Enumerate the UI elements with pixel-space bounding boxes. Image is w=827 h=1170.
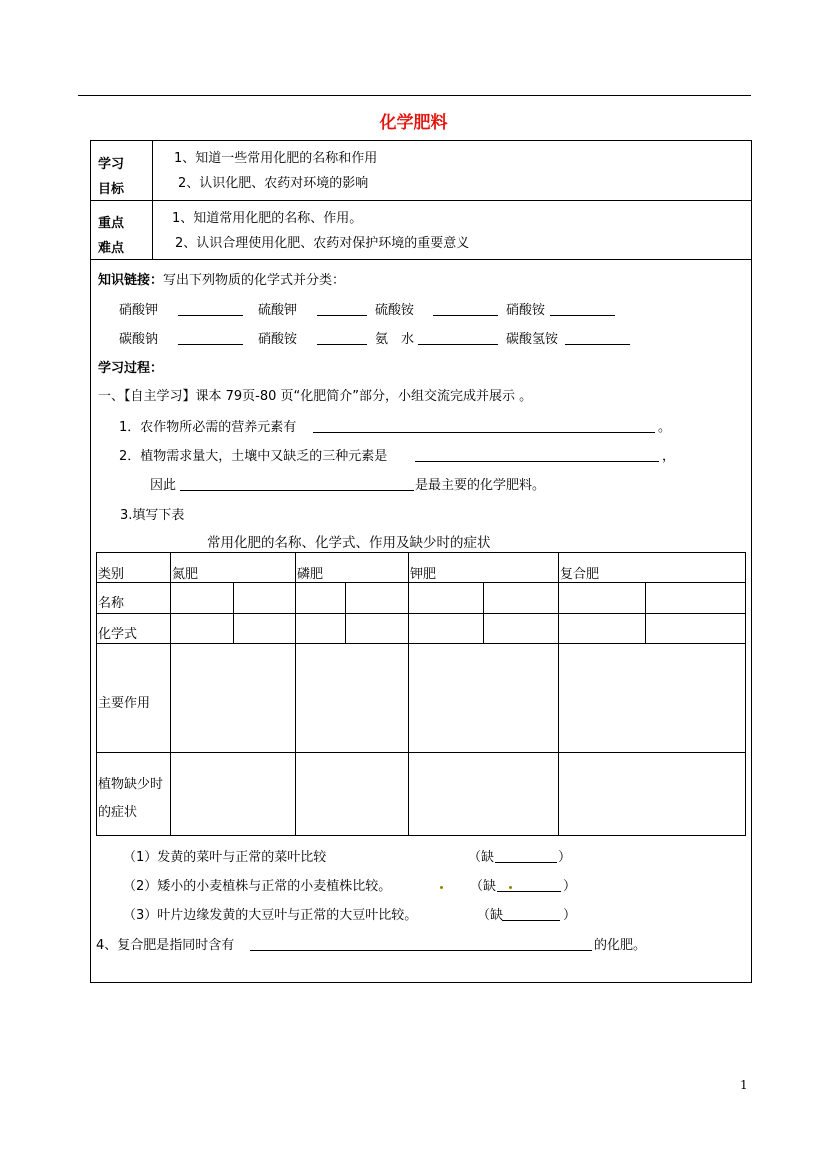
compound-label: 硝酸铵: [506, 303, 546, 318]
row-label-name: 名称: [98, 596, 125, 611]
answer-blank[interactable]: [317, 301, 367, 316]
table-rule: [233, 582, 234, 643]
keypoint-item: 1、知道常用化肥的名称、作用。: [172, 211, 363, 226]
answer-blank[interactable]: [180, 476, 414, 491]
table-rule: [295, 552, 296, 836]
divider: [90, 259, 752, 260]
header-rule: [78, 95, 751, 96]
table-rule: [645, 582, 646, 643]
question-2b-prefix: 因此: [150, 478, 177, 493]
compound-label: 碳酸钠: [119, 332, 159, 347]
compound-label: 碳酸氢铵: [506, 332, 559, 347]
compound-label: 硝酸钾: [119, 303, 159, 318]
compound-question-end: 的化肥。: [594, 938, 647, 953]
knowledge-link-instruction: 写出下列物质的化学式并分类：: [163, 273, 346, 288]
answer-blank[interactable]: [550, 301, 615, 316]
table-header: 钾肥: [410, 567, 437, 582]
keypoint-item: 2、认识合理使用化肥、农药对保护环境的重要意义: [175, 236, 470, 251]
speck: [509, 886, 512, 889]
objectives-label-1: 学习: [98, 157, 125, 172]
divider: [152, 140, 153, 259]
keypoints-label-1: 重点: [98, 216, 125, 231]
answer-blank[interactable]: [433, 301, 498, 316]
compound-label: 硝酸铵: [258, 332, 298, 347]
answer-blank[interactable]: [502, 906, 560, 921]
comparison-blank-suffix: ）: [563, 879, 577, 894]
comparison-item: （2）矮小的小麦植株与正常的小麦植株比较。: [123, 879, 392, 894]
row-label-formula: 化学式: [98, 627, 138, 642]
table-header: 类别: [98, 567, 125, 582]
table-rule: [345, 582, 346, 643]
compound-question: 4、复合肥是指同时含有: [96, 938, 235, 953]
answer-blank[interactable]: [313, 418, 655, 433]
comparison-blank-suffix: ）: [558, 850, 572, 865]
compound-label: 硫酸铵: [375, 303, 415, 318]
answer-blank[interactable]: [250, 936, 592, 951]
question-2-end: ，: [662, 449, 676, 464]
speck: [440, 886, 443, 889]
comparison-item: （1）发黄的菜叶与正常的菜叶比较: [123, 850, 327, 865]
section-heading: 一、【自主学习】课本 79页-80 页“化肥简介”部分，小组交流完成并展示 。: [98, 389, 533, 404]
answer-blank[interactable]: [497, 877, 561, 892]
row-label-function: 主要作用: [98, 696, 151, 711]
table-rule: [96, 613, 746, 614]
fertilizer-table: [96, 552, 746, 836]
comparison-blank-prefix: （缺: [470, 879, 497, 894]
comparison-item: （3）叶片边缘发黄的大豆叶与正常的大豆叶比较。: [123, 908, 418, 923]
table-rule: [558, 552, 559, 836]
question-2: 2．植物需求量大，土壤中又缺乏的三种元素是: [119, 449, 388, 464]
objective-item: 2、认识化肥、农药对环境的影响: [178, 176, 369, 191]
table-rule: [96, 752, 746, 753]
knowledge-link-label: 知识链接：: [98, 273, 164, 288]
table-rule: [96, 582, 746, 583]
knowledge-link: [98, 269, 345, 288]
divider: [90, 200, 752, 201]
answer-blank[interactable]: [418, 330, 498, 345]
answer-blank[interactable]: [565, 330, 630, 345]
compound-label: 氨 水: [375, 332, 415, 347]
keypoints-label-2: 难点: [98, 241, 125, 256]
objective-item: 1、知道一些常用化肥的名称和作用: [174, 151, 378, 166]
comparison-blank-prefix: （缺: [468, 850, 495, 865]
table-header: 磷肥: [297, 567, 324, 582]
answer-blank[interactable]: [178, 301, 243, 316]
table-caption: 常用化肥的名称、化学式、作用及缺少时的症状: [207, 535, 491, 551]
comparison-blank-suffix: ）: [563, 908, 577, 923]
table-rule: [96, 643, 746, 644]
table-rule: [408, 552, 409, 836]
answer-blank[interactable]: [415, 447, 659, 462]
answer-blank[interactable]: [317, 330, 367, 345]
comparison-blank-prefix: （缺: [477, 908, 504, 923]
answer-blank[interactable]: [495, 848, 557, 863]
question-1: 1．农作物所必需的营养元素有: [119, 420, 297, 435]
question-2b-suffix: 是最主要的化学肥料。: [415, 478, 546, 493]
process-label: 学习过程：: [98, 361, 164, 376]
question-1-end: 。: [658, 420, 672, 435]
compound-label: 硫酸钾: [258, 303, 298, 318]
answer-blank[interactable]: [178, 330, 243, 345]
table-rule: [170, 552, 171, 836]
table-rule: [483, 582, 484, 643]
row-label-symptom-2: 的症状: [98, 805, 138, 820]
question-3: 3.填写下表: [120, 508, 185, 523]
objectives-label-2: 目标: [98, 182, 125, 197]
page-number: 1: [740, 1078, 748, 1092]
table-header: 复合肥: [560, 567, 600, 582]
row-label-symptom-1: 植物缺少时: [98, 777, 164, 792]
table-header: 氮肥: [172, 567, 199, 582]
page-title: 化学肥料: [379, 113, 448, 133]
